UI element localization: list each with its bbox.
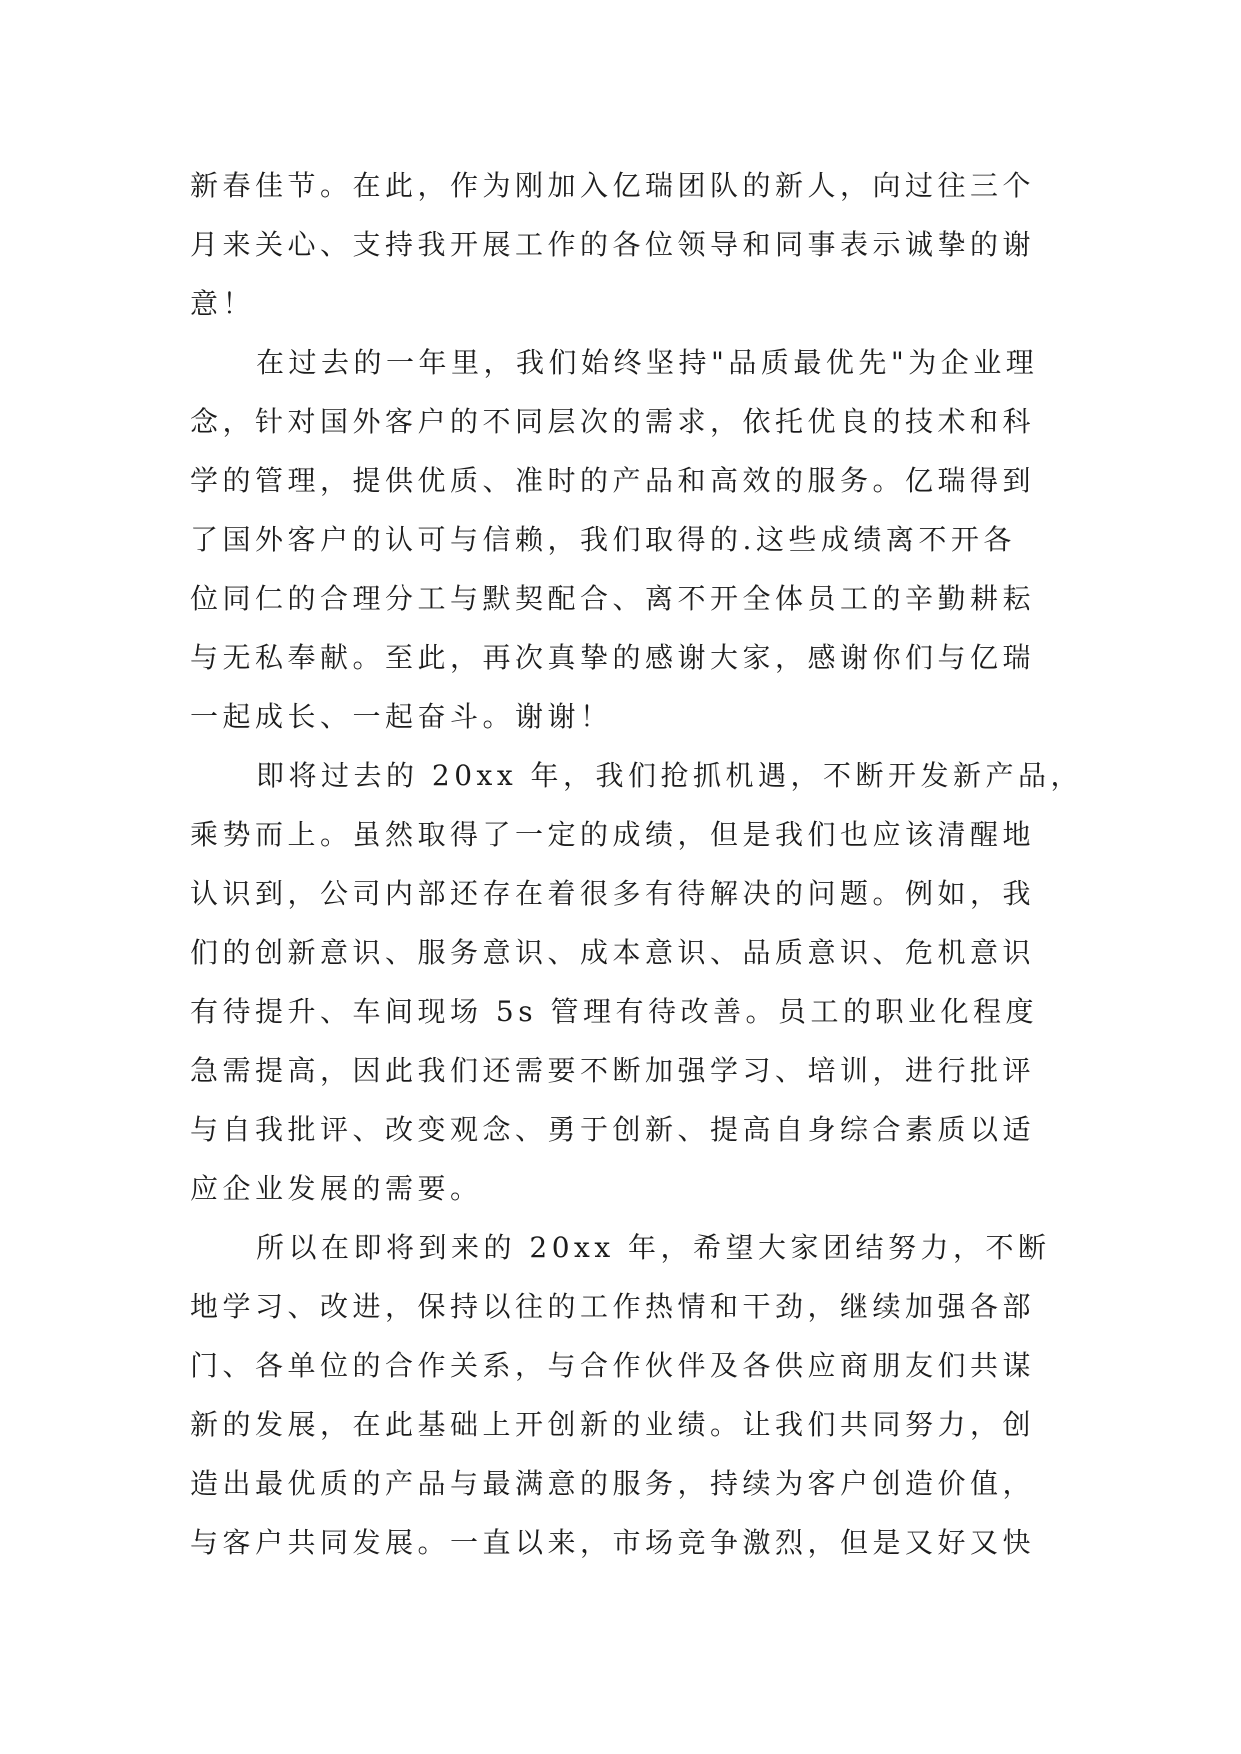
- paragraph-line: 所以在即将到来的 20xx 年，希望大家团结努力，不断: [256, 1231, 1051, 1264]
- paragraph-line: 应企业发展的需要。: [190, 1172, 483, 1205]
- paragraph-line: 念，针对国外客户的不同层次的需求，依托优良的技术和科: [190, 405, 1036, 438]
- paragraph-line: 在过去的一年里，我们始终坚持"品质最优先"为企业理: [256, 346, 1039, 379]
- paragraph-line: 认识到，公司内部还存在着很多有待解决的问题。例如，我: [190, 877, 1036, 910]
- paragraph-line: 们的创新意识、服务意识、成本意识、品质意识、危机意识: [190, 936, 1036, 969]
- paragraph-line: 新春佳节。在此，作为刚加入亿瑞团队的新人，向过往三个: [190, 169, 1036, 202]
- paragraph-line: 与自我批评、改变观念、勇于创新、提高自身综合素质以适: [190, 1113, 1036, 1146]
- paragraph-line: 了国外客户的认可与信赖，我们取得的.这些成绩离不开各: [190, 523, 1016, 556]
- paragraph-line: 地学习、改进，保持以往的工作热情和干劲，继续加强各部: [190, 1290, 1036, 1323]
- document-body: [190, 156, 1084, 1572]
- paragraph-line: 门、各单位的合作关系，与合作伙伴及各供应商朋友们共谋: [190, 1349, 1036, 1382]
- paragraph-line: 造出最优质的产品与最满意的服务，持续为客户创造价值，: [190, 1467, 1036, 1500]
- paragraph-line: 一起成长、一起奋斗。谢谢！: [190, 700, 613, 733]
- paragraph-line: 与无私奉献。至此，再次真挚的感谢大家，感谢你们与亿瑞: [190, 641, 1036, 674]
- paragraph-line: 即将过去的 20xx 年，我们抢抓机遇，不断开发新产品，: [256, 759, 1084, 792]
- paragraph-line: 急需提高，因此我们还需要不断加强学习、培训，进行批评: [190, 1054, 1036, 1087]
- paragraph-line: 意！: [190, 287, 256, 320]
- paragraph-line: 学的管理，提供优质、准时的产品和高效的服务。亿瑞得到: [190, 464, 1036, 497]
- paragraph-line: 乘势而上。虽然取得了一定的成绩，但是我们也应该清醒地: [190, 818, 1036, 851]
- paragraph-line: 位同仁的合理分工与默契配合、离不开全体员工的辛勤耕耘: [190, 582, 1036, 615]
- paragraph-line: 月来关心、支持我开展工作的各位领导和同事表示诚挚的谢: [190, 228, 1036, 261]
- paragraph-line: 与客户共同发展。一直以来，市场竞争激烈，但是又好又快: [190, 1526, 1036, 1559]
- paragraph-line: 新的发展，在此基础上开创新的业绩。让我们共同努力，创: [190, 1408, 1036, 1441]
- paragraph-line: 有待提升、车间现场 5s 管理有待改善。员工的职业化程度: [190, 995, 1038, 1028]
